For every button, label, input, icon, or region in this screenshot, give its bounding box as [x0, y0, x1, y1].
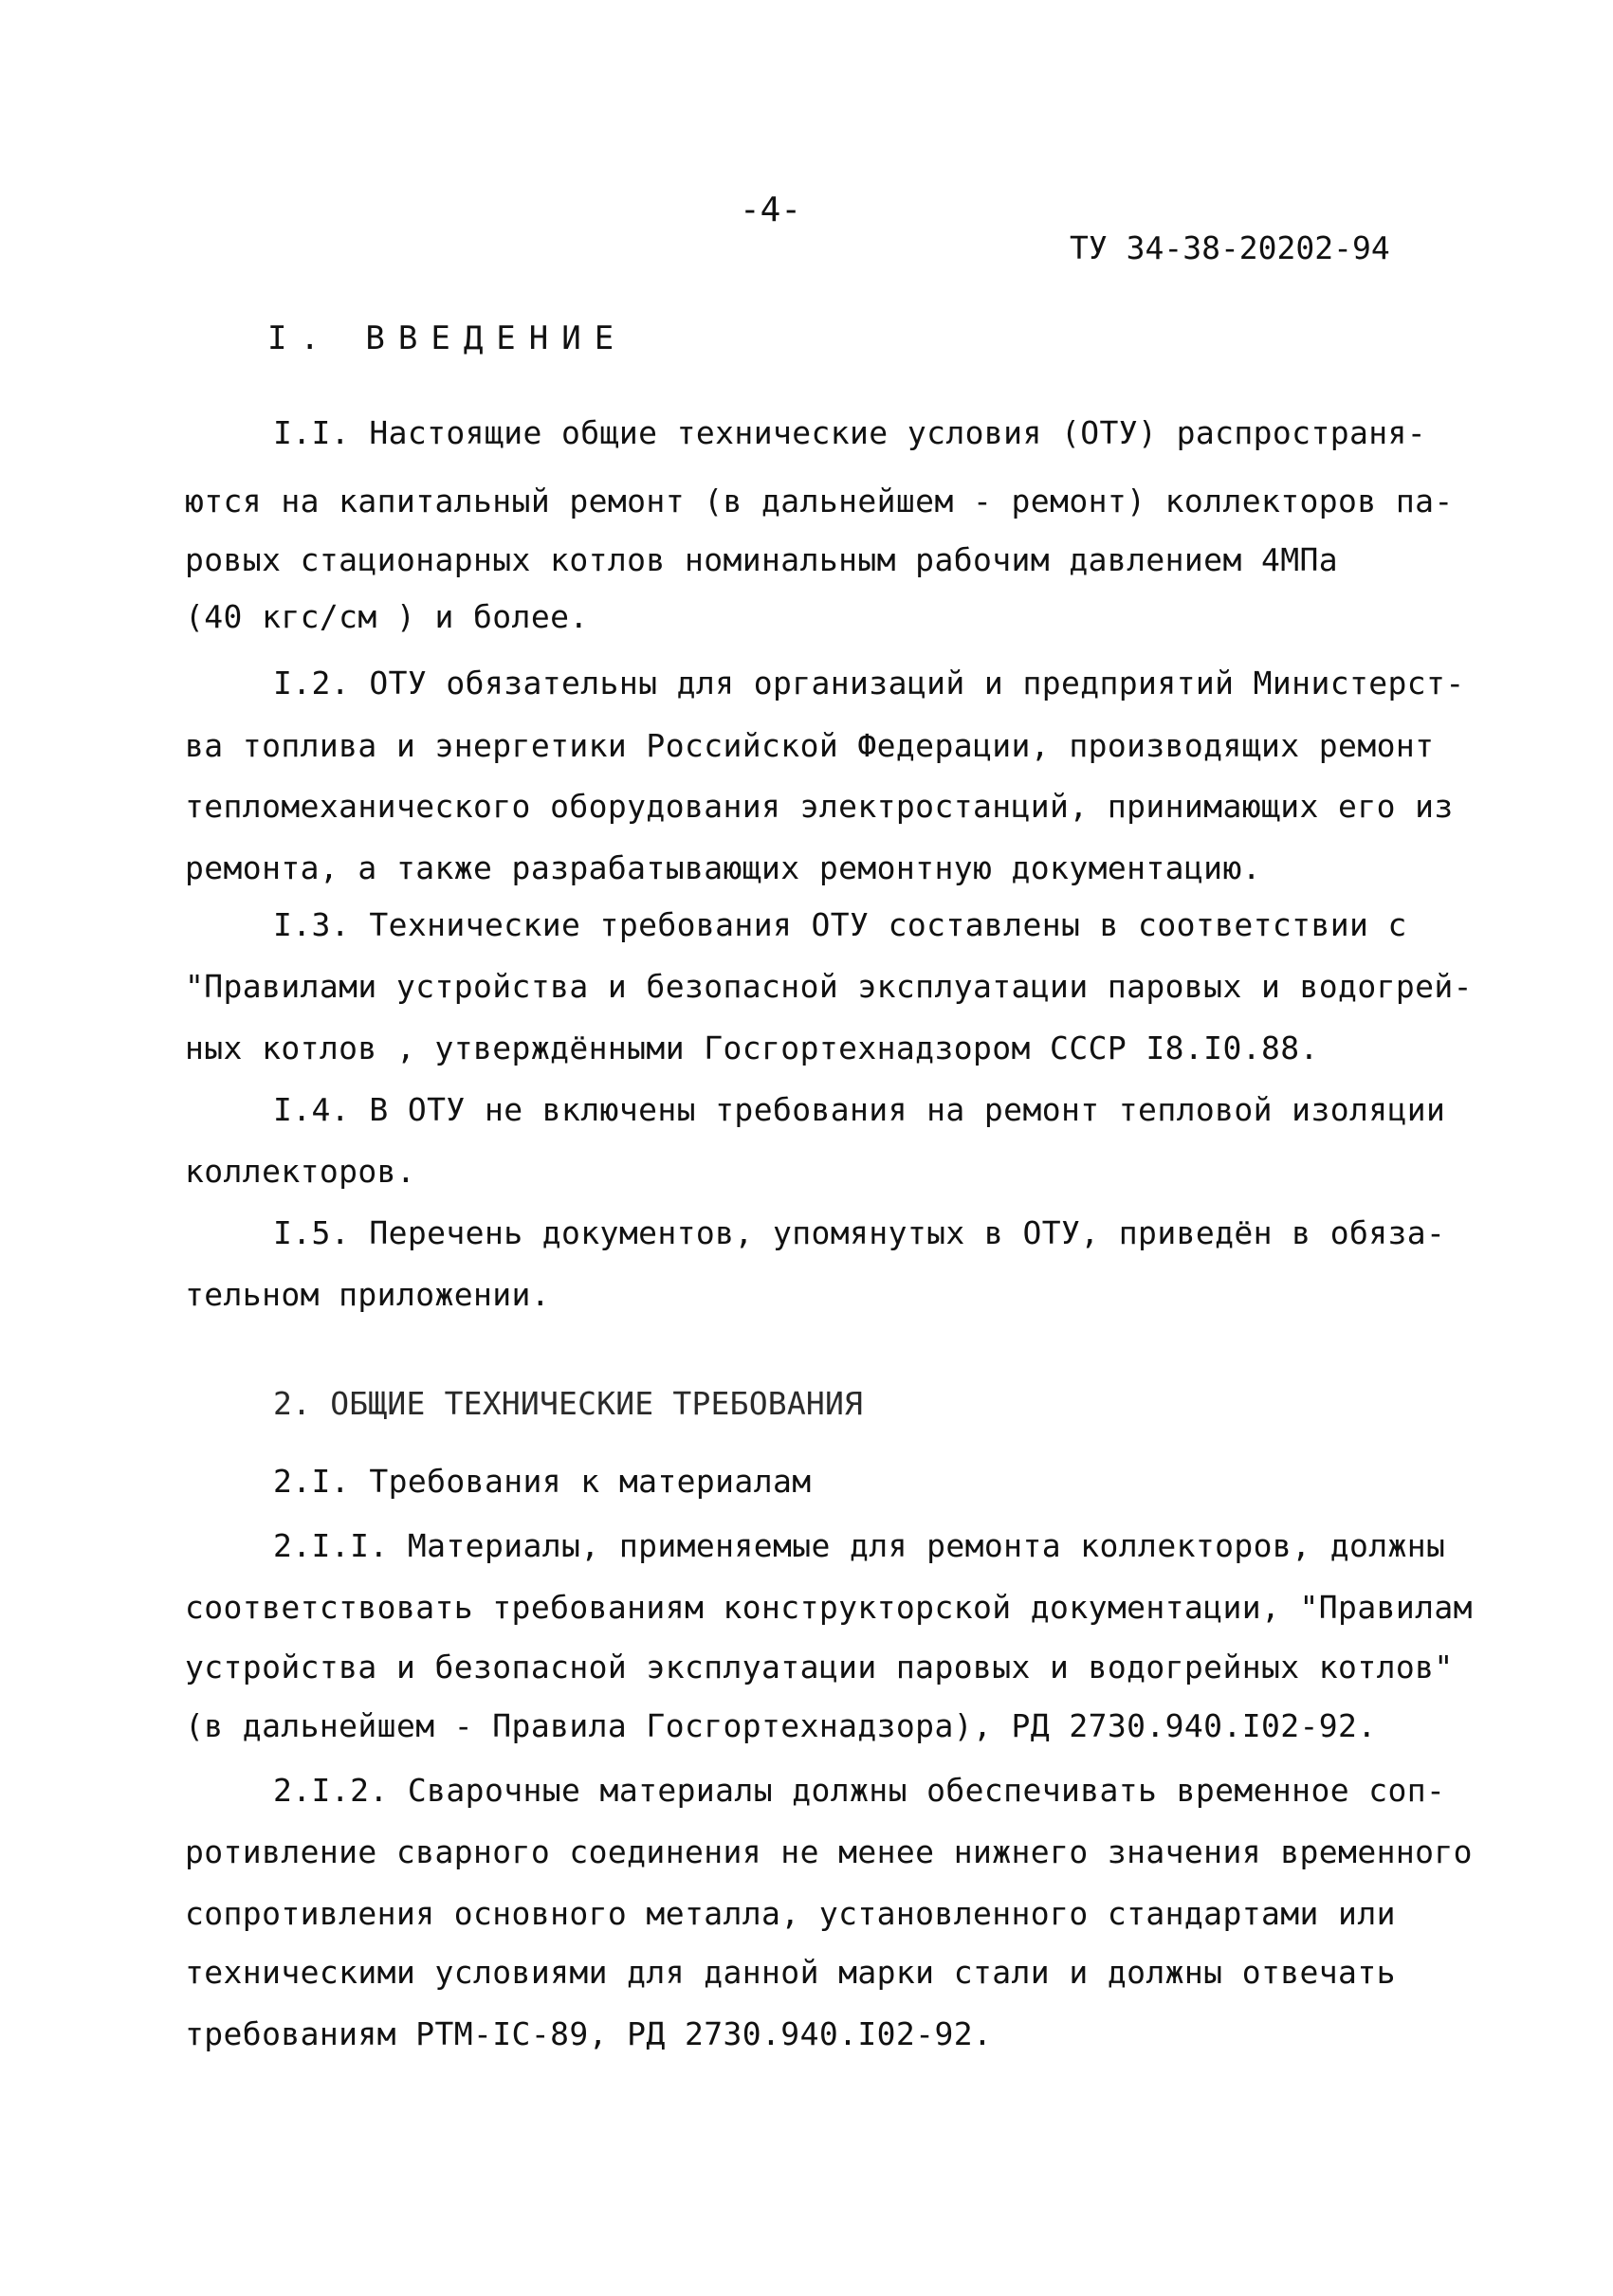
paragraph-line: I.2. ОТУ обязательны для организаций и предприятий Министерст-: [273, 665, 1465, 702]
paragraph-line: требованиям РТМ-IC-89, РД 2730.940.I02-92.: [185, 2015, 993, 2052]
paragraph-line: I.I. Настоящие общие технические условия (ОТУ) распространя-: [273, 414, 1427, 451]
paragraph-line: тельном приложении.: [185, 1276, 551, 1313]
paragraph-line: (40 кгс/см ) и более.: [185, 598, 589, 635]
paragraph-line: I.4. В ОТУ не включены требования на ремонт тепловой изоляции: [273, 1091, 1446, 1128]
paragraph-line: (в дальнейшем - Правила Госгортехнадзора), РД 2730.940.I02-92.: [185, 1707, 1377, 1744]
paragraph-line: 2.I.2. Сварочные материалы должны обеспечивать временное соп-: [273, 1772, 1446, 1809]
section-2-title: 2. ОБЩИЕ ТЕХНИЧЕСКИЕ ТРЕБОВАНИЯ: [273, 1385, 864, 1422]
paragraph-line: устройства и безопасной эксплуатации паровых и водогрейных котлов": [185, 1649, 1454, 1686]
paragraph-line: I.3. Технические требования ОТУ составлены в соответствии с: [273, 906, 1407, 943]
paragraph-line: ных котлов , утверждёнными Госгортехнадзором СССР I8.I0.88.: [185, 1030, 1319, 1066]
paragraph-line: коллекторов.: [185, 1153, 416, 1190]
paragraph-line: 2.I.I. Материалы, применяемые для ремонта коллекторов, должны: [273, 1527, 1446, 1564]
page-number: -4-: [740, 191, 802, 229]
paragraph-line: ровых стационарных котлов номинальным рабочим давлением 4МПа: [185, 541, 1339, 578]
document-code: ТУ 34-38-20202-94: [1070, 229, 1390, 266]
paragraph-line: тепломеханического оборудования электростанций, принимающих его из: [185, 788, 1454, 825]
paragraph-line: техническими условиями для данной марки стали и должны отвечать: [185, 1954, 1396, 1991]
paragraph-line: ются на капитальный ремонт (в дальнейшем - ремонт) коллекторов па-: [185, 483, 1454, 519]
paragraph-line: соответствовать требованиям конструкторской документации, "Правилам: [185, 1589, 1473, 1626]
paragraph-line: "Правилами устройства и безопасной эксплуатации паровых и водогрей-: [185, 968, 1473, 1005]
paragraph-line: ва топлива и энергетики Российской Федерации, производящих ремонт: [185, 727, 1435, 764]
paragraph-line: сопротивления основного металла, установленного стандартами или: [185, 1895, 1396, 1932]
paragraph-line: ремонта, а также разрабатывающих ремонтную документацию.: [185, 849, 1261, 886]
paragraph-line: I.5. Перечень документов, упомянутых в ОТУ, приведён в обяза-: [273, 1214, 1446, 1251]
section-1-title: I. ВВЕДЕНИЕ: [267, 319, 628, 357]
subsection-title: 2.I. Требования к материалам: [273, 1463, 812, 1500]
paragraph-line: ротивление сварного соединения не менее нижнего значения временного: [185, 1833, 1473, 1870]
